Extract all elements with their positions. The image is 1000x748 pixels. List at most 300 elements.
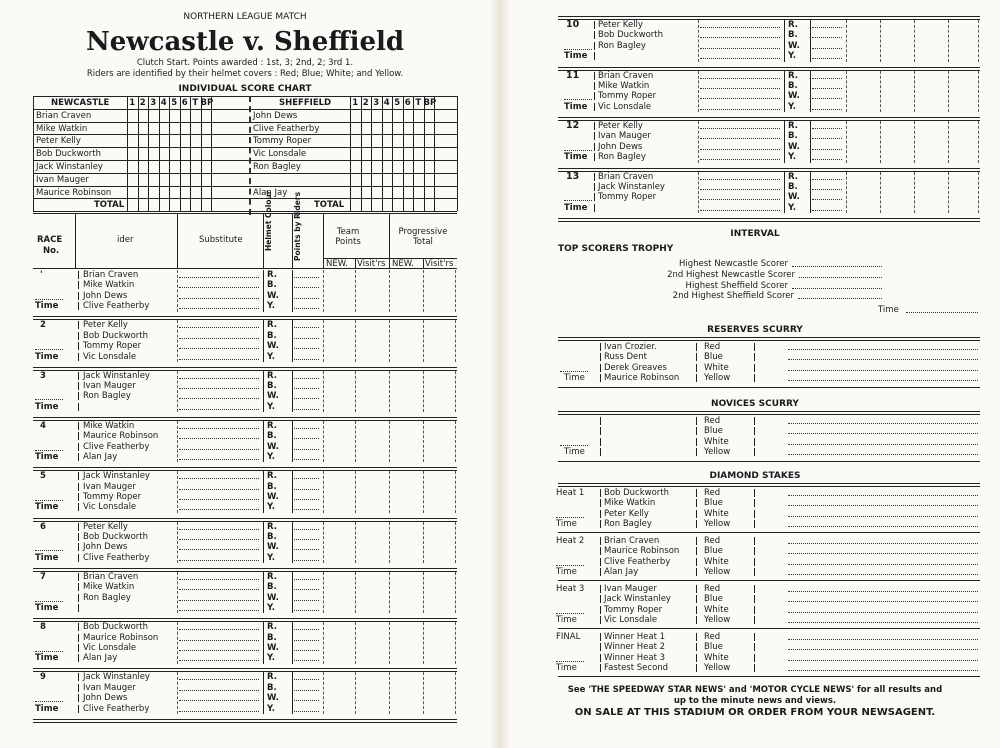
race-rider: Jack Winstanley <box>83 370 150 381</box>
race-col-dash <box>455 522 456 564</box>
rider-tick <box>594 103 595 111</box>
race-rider: Ron Bagley <box>598 152 646 163</box>
colour-tick <box>696 537 697 545</box>
race-rider: Bob Duckworth <box>83 622 149 633</box>
top-scorer-dots <box>792 281 882 289</box>
points-dots <box>294 542 319 550</box>
rider-tick <box>594 173 595 181</box>
rider-tick <box>78 403 79 411</box>
race-header-rule <box>389 213 390 268</box>
points-dots <box>294 482 319 490</box>
points-dots <box>294 381 319 389</box>
race-number: 13 <box>566 170 580 182</box>
race-col-rule <box>784 121 785 163</box>
colour-tick <box>754 353 755 361</box>
heat-colour: Blue <box>704 498 723 509</box>
race-col-dash <box>323 522 324 564</box>
race-header-rule <box>292 213 293 268</box>
chart-rule <box>392 96 393 211</box>
colour-tick <box>696 558 697 566</box>
race-col-dash <box>177 270 178 312</box>
race-col-dash <box>846 71 847 113</box>
race-col-rule <box>784 71 785 113</box>
points-dots <box>294 442 319 450</box>
top-scorer-line: 2nd Highest Newcastle Scorer <box>667 269 795 280</box>
heat-colour: Blue <box>704 546 723 557</box>
race-col-dash <box>323 421 324 463</box>
substitute-dots <box>179 633 259 641</box>
helmet-colour: W. <box>267 592 279 603</box>
race-col-dash <box>880 20 881 62</box>
race-rider: Jack Winstanley <box>83 672 150 683</box>
race-number: 5 <box>40 471 46 482</box>
race-col-dash <box>455 672 456 714</box>
race-col-dash <box>978 71 979 113</box>
race-col-dash <box>355 371 356 413</box>
race-col-dash <box>323 320 324 362</box>
top-scorers-time-dots <box>906 305 978 313</box>
right-page <box>510 0 1000 748</box>
colour-tick <box>754 427 755 435</box>
event-colour: White <box>704 362 729 373</box>
heat-rider: Peter Kelly <box>604 508 649 519</box>
race-col-rule <box>263 471 264 513</box>
race-col-dash <box>355 320 356 362</box>
sheffield-rider: Vic Lonsdale <box>253 149 307 160</box>
substitute-dots <box>179 270 259 278</box>
rider-tick <box>78 673 79 681</box>
race-col-dash <box>177 672 178 714</box>
race-col-dash <box>355 522 356 564</box>
result-dots <box>788 488 978 496</box>
points-dots <box>294 391 319 399</box>
points-dots <box>294 633 319 641</box>
rider-tick <box>600 547 601 555</box>
points-dots <box>812 142 842 150</box>
chart-rule <box>382 96 383 211</box>
event-title: RESERVES SCURRY <box>707 325 803 335</box>
substitute-dots <box>179 492 259 500</box>
race-col-dash <box>880 121 881 163</box>
chart-rule <box>33 109 457 110</box>
col-header: 4 <box>160 98 167 108</box>
race-col-dash <box>455 572 456 614</box>
rider-tick <box>600 585 601 593</box>
diamond-title: DIAMOND STAKES <box>709 471 801 481</box>
race-col-rule <box>263 522 264 564</box>
newcastle-rider: Peter Kelly <box>36 136 81 147</box>
race-rider: Brian Craven <box>598 70 654 81</box>
footer-line-3: ON SALE AT THIS STADIUM OR ORDER FROM YOUR NEWSAGENT. <box>574 707 936 718</box>
helmet-colour: Y. <box>788 101 796 112</box>
substitute-dots <box>179 482 259 490</box>
result-dots <box>788 373 978 381</box>
colour-tick <box>754 585 755 593</box>
race-rider: Clive Featherby <box>83 552 150 563</box>
race-rider: Ivan Mauger <box>83 381 136 391</box>
race-rider: John Dews <box>83 290 128 301</box>
time-label: Time <box>35 351 59 362</box>
rider-tick <box>594 122 595 130</box>
points-dots <box>294 502 319 510</box>
event-colour: White <box>704 436 729 447</box>
rider-tick <box>78 594 79 602</box>
substitute-dots <box>179 320 259 328</box>
heat-rider: Fastest Second <box>604 663 669 674</box>
colour-tick <box>754 633 755 641</box>
colour-tick <box>754 643 755 651</box>
race-rider: Jack Winstanley <box>598 181 665 192</box>
race-col-rule <box>810 20 811 62</box>
race-col-dash <box>423 320 424 362</box>
substitute-col-label: Substitute <box>199 235 243 245</box>
points-dots <box>294 582 319 590</box>
helmet-colour: R. <box>788 171 798 182</box>
colour-tick <box>754 547 755 555</box>
helmet-colour: B. <box>267 330 277 341</box>
race-rider: Mike Watkin <box>83 420 135 431</box>
rider-tick <box>78 503 79 511</box>
substitute-dots <box>700 81 780 89</box>
race-number: 7 <box>40 571 46 582</box>
time-label: Time <box>35 502 59 513</box>
chart-rule <box>33 147 457 148</box>
race-col-rule <box>292 522 293 564</box>
time-dots <box>35 644 63 652</box>
heat-rider: Maurice Robinson <box>604 546 680 557</box>
race-col-dash <box>323 270 324 312</box>
race-col-dash <box>455 421 456 463</box>
race-number: 12 <box>566 120 580 131</box>
race-rider: Alan Jay <box>83 653 118 664</box>
time-label: Time <box>35 452 59 463</box>
rider-tick <box>600 633 601 641</box>
race-col-dash <box>389 320 390 362</box>
colour-tick <box>754 537 755 545</box>
race-col-dash <box>698 71 699 113</box>
time-label: Time <box>564 152 588 163</box>
substitute-dots <box>700 51 780 59</box>
time-label: Time <box>564 447 585 458</box>
helmet-colour: R. <box>788 121 798 131</box>
points-dots <box>294 622 319 630</box>
chart-rule <box>371 96 372 211</box>
colour-tick <box>696 606 697 614</box>
newcastle-rider: Jack Winstanley <box>36 162 103 172</box>
race-col-dash <box>389 471 390 513</box>
race-col-rule <box>784 172 785 214</box>
col-header: 1 <box>129 98 136 108</box>
race-rider: Mike Watkin <box>83 582 135 593</box>
chart-rule <box>211 96 212 211</box>
substitute-dots <box>179 672 259 680</box>
helmet-colour: W. <box>267 441 279 452</box>
substitute-dots <box>179 381 259 389</box>
interval-heading: INTERVAL <box>730 229 780 239</box>
time-dots <box>560 364 588 372</box>
chart-rule <box>424 96 425 211</box>
time-dots <box>35 342 63 350</box>
points-dots <box>294 672 319 680</box>
time-label: Time <box>35 401 59 412</box>
chart-rule <box>190 96 191 211</box>
substitute-dots <box>179 352 259 360</box>
chart-rule <box>201 96 202 211</box>
colour-tick <box>754 606 755 614</box>
points-dots <box>294 683 319 691</box>
col-header: 6 <box>181 98 188 108</box>
top-scorer-line: 2nd Highest Sheffield Scorer <box>672 291 794 302</box>
helmet-colour: B. <box>267 280 277 291</box>
race-rider: Vic Lonsdale <box>83 502 137 513</box>
event-rule <box>558 411 980 415</box>
heat-colour: White <box>704 508 729 519</box>
rider-tick <box>78 483 79 491</box>
helmet-colour: Y. <box>788 51 796 62</box>
helmet-colour: B. <box>267 682 277 693</box>
top-scorer-line: Highest Newcastle Scorer <box>678 259 788 269</box>
heat-rider: Clive Featherby <box>604 556 671 567</box>
rider-tick <box>600 537 601 545</box>
points-dots <box>812 91 842 99</box>
newcastle-rider: Bob Duckworth <box>36 149 102 160</box>
race-rider: John Dews <box>83 693 128 704</box>
points-dots <box>812 41 842 49</box>
rider-tick <box>78 472 79 480</box>
race-number: 2 <box>40 320 46 331</box>
time-dots <box>564 143 592 151</box>
colour-tick <box>696 343 697 351</box>
clutch-text: Clutch Start. Points awarded : 1st, 3; 2nd, 2; 3rd 1. <box>136 58 354 68</box>
newcastle-total-label: TOTAL <box>94 200 125 211</box>
points-dots <box>294 492 319 500</box>
time-dots <box>35 594 63 602</box>
visitors-label: Visit'rs <box>357 259 386 269</box>
points-dots <box>812 192 842 200</box>
event-rider: Ivan Crozier. <box>604 342 657 352</box>
helmet-colour: W. <box>788 192 800 203</box>
heat-colour: Yellow <box>704 663 731 674</box>
points-dots <box>812 172 842 180</box>
race-col-dash <box>355 622 356 664</box>
top-scorers-title: TOP SCORERS TROPHY <box>558 244 674 254</box>
result-dots <box>788 663 978 671</box>
race-col-dash <box>323 471 324 513</box>
rider-tick <box>78 372 79 380</box>
result-dots <box>788 536 978 544</box>
substitute-dots <box>700 142 780 150</box>
substitute-dots <box>700 203 780 211</box>
helmet-colour: W. <box>267 693 279 704</box>
helmet-colour: B. <box>267 481 277 492</box>
helmet-colour: B. <box>267 381 277 391</box>
colour-tick <box>696 520 697 528</box>
race-rider: Ivan Mauger <box>83 481 136 492</box>
substitute-dots <box>179 522 259 530</box>
col-header: 3 <box>150 98 157 108</box>
event-bottom-rule <box>558 461 980 462</box>
newcastle-rider: Mike Watkin <box>36 123 88 134</box>
event-colour: Red <box>704 416 721 426</box>
substitute-dots <box>179 402 259 410</box>
race-col-dash <box>423 421 424 463</box>
race-label: RACE <box>37 235 63 245</box>
race-col-dash <box>455 320 456 362</box>
rider-tick <box>594 204 595 212</box>
heat-rider: Bob Duckworth <box>604 488 670 498</box>
time-label: Time <box>564 202 588 213</box>
rider-tick <box>594 82 595 90</box>
substitute-dots <box>179 582 259 590</box>
race-header-rule <box>33 213 457 214</box>
race-rider: Vic Lonsdale <box>83 642 137 653</box>
substitute-dots <box>700 102 780 110</box>
race-col-dash <box>948 121 949 163</box>
left-page <box>0 0 490 748</box>
visitors-label: Visit'rs <box>425 259 454 269</box>
race-col-dash <box>914 172 915 214</box>
helmet-colour: R. <box>267 471 277 482</box>
race-number: 6 <box>40 521 46 532</box>
race-rider: Peter Kelly <box>598 20 643 30</box>
race-col-dash <box>355 421 356 463</box>
colour-tick <box>696 353 697 361</box>
heat-rider: Winner Heat 1 <box>604 632 666 642</box>
result-dots <box>788 509 978 517</box>
points-dots <box>294 352 319 360</box>
colour-tick <box>696 499 697 507</box>
helmet-colour: Y. <box>267 502 275 513</box>
event-rider: Russ Dent <box>604 352 647 363</box>
race-header-rule <box>75 213 76 268</box>
helmet-col-label: Helmet Colour <box>264 190 273 251</box>
race-rider: Peter Kelly <box>83 521 128 532</box>
heat-rider: Ivan Mauger <box>604 584 657 594</box>
rider-tick <box>78 443 79 451</box>
footer-line-2: up to the minute news and views. <box>673 696 837 706</box>
race-col-rule <box>263 371 264 413</box>
substitute-dots <box>179 693 259 701</box>
top-scorers-time-label: Time <box>878 305 899 315</box>
col-header: BP <box>200 98 214 108</box>
rider-tick <box>78 392 79 400</box>
time-label: Time <box>556 519 577 530</box>
points-dots <box>294 341 319 349</box>
helmet-colour: W. <box>267 341 279 352</box>
colour-tick <box>754 417 755 425</box>
race-rider: Clive Featherby <box>83 301 150 312</box>
race-col-rule <box>263 270 264 312</box>
rider-tick <box>78 292 79 300</box>
race-number: 4 <box>40 420 46 431</box>
event-bottom-rule <box>558 387 980 388</box>
rider-tick <box>600 343 601 351</box>
points-dots <box>294 301 319 309</box>
heat-bottom-rule <box>558 580 980 581</box>
rider-tick <box>600 417 601 425</box>
chart-rule <box>33 198 457 199</box>
result-dots <box>788 519 978 527</box>
chart-rule <box>138 96 139 211</box>
race-rider: Ivan Mauger <box>598 131 651 142</box>
time-label: Time <box>556 663 577 674</box>
heat-bottom-rule <box>558 532 980 533</box>
col-header: 1 <box>352 98 359 108</box>
substitute-dots <box>700 71 780 79</box>
race-col-dash <box>880 71 881 113</box>
colour-tick <box>754 664 755 672</box>
race-number: 3 <box>40 370 46 381</box>
chart-rule <box>148 96 149 211</box>
riders-text: Riders are identified by their helmet covers : Red; Blue; White; and Yellow. <box>86 69 404 79</box>
top-scorer-dots <box>792 259 882 267</box>
rider-tick <box>600 568 601 576</box>
helmet-colour: W. <box>267 642 279 653</box>
top-scorer-dots <box>799 270 882 278</box>
result-dots <box>788 342 978 350</box>
event-rider: Maurice Robinson <box>604 373 680 384</box>
helmet-colour: B. <box>267 632 277 643</box>
helmet-colour: W. <box>267 290 279 301</box>
col-header: 5 <box>394 98 401 108</box>
rider-tick <box>600 558 601 566</box>
helmet-colour: R. <box>267 420 277 431</box>
race-separator <box>33 719 457 723</box>
substitute-dots <box>179 471 259 479</box>
points-dots <box>294 603 319 611</box>
rider-tick <box>594 143 595 151</box>
race-number: 8 <box>40 622 46 633</box>
points-dots <box>294 593 319 601</box>
helmet-colour: R. <box>267 270 277 280</box>
race-col-rule <box>292 270 293 312</box>
colour-tick <box>754 489 755 497</box>
rider-tick <box>594 31 595 39</box>
chart-rule <box>127 96 128 211</box>
time-label: Time <box>35 653 59 664</box>
chart-divider <box>249 96 251 215</box>
newcastle-rider: Ivan Mauger <box>36 174 89 185</box>
rider-tick <box>78 382 79 390</box>
rider-tick <box>594 52 595 60</box>
race-col-dash <box>978 172 979 214</box>
chart-rule <box>180 96 181 211</box>
colour-tick <box>754 364 755 372</box>
substitute-dots <box>179 553 259 561</box>
heat-rider: Ron Bagley <box>604 519 652 530</box>
substitute-dots <box>179 371 259 379</box>
sheffield-header: SHEFFIELD <box>279 98 332 108</box>
race-col-dash <box>423 522 424 564</box>
points-dots <box>294 371 319 379</box>
heat-colour: Blue <box>704 594 723 605</box>
time-dots <box>35 392 63 400</box>
event-rule <box>558 337 980 341</box>
race-col-dash <box>846 121 847 163</box>
race-rider: Bob Duckworth <box>598 30 664 41</box>
race-number: 11 <box>566 69 580 81</box>
race-col-dash <box>455 270 456 312</box>
substitute-dots <box>700 131 780 139</box>
rider-tick <box>78 432 79 440</box>
helmet-colour: B. <box>267 582 277 593</box>
race-rider: Tommy Roper <box>83 341 142 352</box>
col-header: T <box>192 98 199 108</box>
helmet-colour: W. <box>267 391 279 402</box>
result-dots <box>788 498 978 506</box>
rider-tick <box>600 499 601 507</box>
result-dots <box>788 416 978 424</box>
